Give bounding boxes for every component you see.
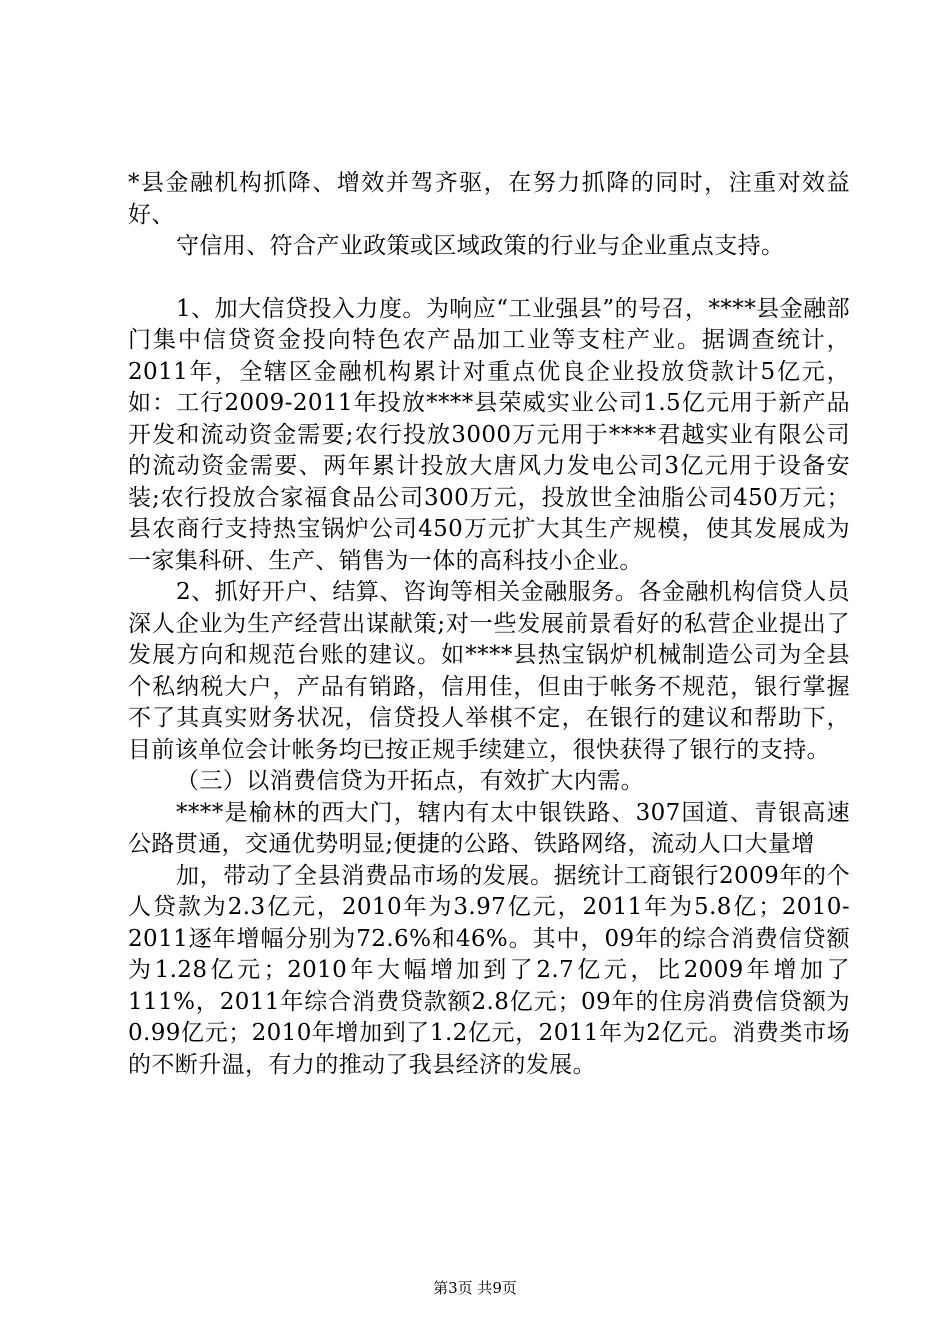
page-number-footer: 第3页 共9页 [433,1279,517,1297]
document-body [128,168,850,1081]
paragraph-5: ****是榆林的西大门，辖内有太中银铁路、307国道、青银高速公路贯通，交通优势明显;便捷的公路、铁路网络，流动人口大量增 [128,799,850,857]
section-heading: （三）以消费信贷为开拓点，有效扩大内需。 [176,768,644,794]
paragraph-4: 2、抓好开户、结算、咨询等相关金融服务。各金融机构信贷人员深人企业为生产经营出谋献策;对一些发展前景看好的私营企业提出了发展方向和规范台账的建议。如****县热宝锅炉机械制造公司为全县个私纳税大户，产品有销路，信用佳，但由于帐务不规范，银行掌握不了其真实财务状况，信贷投人举棋不定，在银行的建议和帮助下，目前该单位会计帐务均已按正规手续建立，很快获得了银行的支持。 [128,579,850,763]
paragraph-1: *县金融机构抓降、增效并驾齐驱，在努力抓降的同时，注重对效益好、 [128,170,850,228]
paragraph-3: 1、加大信贷投入力度。为响应“工业强县”的号召，****县金融部门集中信贷资金投向特色农产品加工业等支柱产业。据调查统计，2011年，全辖区金融机构累计对重点优良企业投放贷款计5亿元，如：工行2009-2011年投放****县荣威实业公司1.5亿元用于新产品开发和流动资金需要;农行投放3000万元用于****君越实业有限公司的流动资金需要、两年累计投放大唐风力发电公司3亿元用于设备安装;农行投放合家福食品公司300万元，投放世全油脂公司450万元；县农商行支持热宝锅炉公司450万元扩大其生产规模，使其发展成为一家集科研、生产、销售为一体的高科技小企业。 [128,295,850,574]
paragraph-2: 守信用、符合产业政策或区域政策的行业与企业重点支持。 [176,233,785,259]
paragraph-spacer [128,263,850,294]
paragraph-6: 加，带动了全县消费品市场的发展。据统计工商银行2009年的个人贷款为2.3亿元，2010年为3.97亿元，2011年为5.8亿；2010-2011逐年增幅分别为72.6%和46%。其中，09年的综合消费信贷额为1.28亿元；2010年大幅增加到了2.7亿元，比2009年增加了111%，2011年综合消费贷款额2.8亿元；09年的住房消费信贷额为0.99亿元；2010年增加到了1.2亿元，2011年为2亿元。消费类市场的不断升温，有力的推动了我县经济的发展。 [128,862,850,1078]
